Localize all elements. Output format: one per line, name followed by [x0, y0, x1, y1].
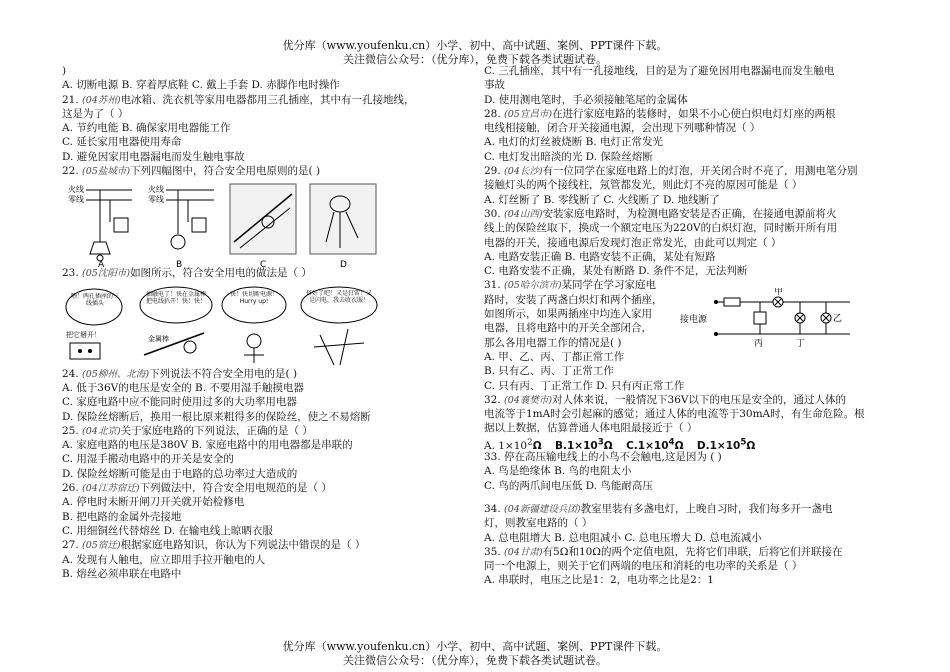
- option-d: $D.1\times 10^5\Omega$: [696, 437, 756, 453]
- option-line: B. 把电路的金属外壳接地: [62, 510, 182, 523]
- page-header: [0, 39, 950, 67]
- text-line: 同一个电源上，则关于它们两端的电压和消耗的电功率的关系是（ ）: [484, 560, 803, 573]
- figure-31-circuit: [680, 288, 855, 350]
- question-number: 34.: [484, 502, 501, 515]
- question-number: 27.: [62, 539, 79, 552]
- live-wire-label: 火线: [68, 185, 84, 194]
- text-line: 那么各用电器工作的情况是( ): [484, 336, 622, 349]
- question-text: 下列说法不符合安全用电的是( ): [149, 367, 298, 380]
- option-line: C. 家庭电路中应不能同时使用过多的大功率用电器: [62, 396, 297, 409]
- text-line: 接触灯头的两个接线柱，氖管都发光，则此灯不亮的原因可能是（ ）: [484, 179, 803, 192]
- question-number: 35.: [484, 545, 501, 558]
- question-source: (05宜昌市): [504, 108, 553, 120]
- option-line: A. 家庭电路的电压是380V B. 家庭电路中的用电器都是串联的: [62, 439, 353, 452]
- text-line: 这是为了（ ）: [62, 107, 129, 120]
- question-source: (04甘肃): [504, 546, 543, 558]
- question-source: (04新疆建设兵团): [504, 503, 581, 515]
- question-number: 21.: [62, 93, 79, 106]
- question-32: [484, 393, 894, 407]
- question-source: (04苏州): [82, 94, 121, 106]
- question-33: [484, 450, 894, 464]
- text-line: 灯，则教室电路的（ ）: [484, 517, 593, 530]
- question-29: [484, 164, 894, 178]
- option-line: D. 保险丝熔断可能是由于电路的总功率过大造成的: [62, 467, 298, 480]
- option-line: B. 只有乙、丙、丁正常工作: [484, 365, 614, 378]
- option-line: A. 发现有人触电，应立即用手拉开触电的人: [62, 553, 266, 566]
- text-line: ): [62, 65, 67, 77]
- question-text: 在进行家庭电路的装修时，如果不小心使白炽电灯灯座的两根: [552, 107, 836, 120]
- question-34: [484, 502, 894, 516]
- option-line: A. 停电时未断开闸刀开关就开始检修电: [62, 496, 245, 509]
- question-text: 停在高压输电线上的小鸟不会触电,这是因为 ( ): [504, 451, 722, 464]
- figure-22-panel-b: [148, 184, 214, 268]
- option-b: $B.1\times 10^3\Omega$: [554, 437, 613, 453]
- question-30: [484, 207, 894, 221]
- question-number: 26.: [62, 482, 79, 495]
- question-source: (04江苏宿迁): [82, 483, 140, 495]
- text-line: 电器，且将电路中的开关全部闭合，: [484, 322, 652, 335]
- option-line: C. 延长家用电器使用寿命: [62, 136, 182, 149]
- option-line: C. 用细铜丝代替熔丝 D. 在输电线上晾晒衣服: [62, 524, 273, 537]
- neutral-wire-label: 零线: [148, 195, 164, 204]
- live-wire-label: 火线: [148, 185, 164, 194]
- fuse-icon: [724, 298, 740, 306]
- text-line: 如图所示，如果两插座中均连入家用: [484, 308, 652, 321]
- neutral-wire-label: 零线: [68, 195, 84, 204]
- question-source: (05哈尔滨市): [504, 280, 562, 292]
- question-source: (04山西): [504, 208, 543, 220]
- text-line: 线上的保险丝取下，换成一个额定电压为220V的白炽灯泡，同时断开所有用: [484, 222, 838, 235]
- text-line: 电流等于1mA时会引起麻的感觉；通过人体的电流等于30mA时，有生命危险。根: [484, 408, 865, 421]
- question-source: (05沈阳市): [82, 268, 131, 280]
- question-text: 有5Ω和10Ω的两个定值电阻，先将它们串联，后将它们并联接在: [542, 545, 843, 558]
- figure-22-panel-d: [310, 184, 376, 268]
- option-line: A. 总电阻增大 B. 总电阻减小 C. 总电压增大 D. 总电流减小: [484, 531, 762, 544]
- option-line: A. 甲、乙、丙、丁都正常工作: [484, 350, 625, 363]
- speech-bubble: 快！快切断电源！Hurry up!: [229, 291, 278, 305]
- figure-23-panel-c: [222, 287, 286, 363]
- question-source: (04长沙): [504, 166, 543, 178]
- option-line: C. 用湿手搬动电路中的开关是安全的: [62, 453, 234, 466]
- option-line: D. 使用测电笔时，手必须接触笔尾的金属体: [484, 93, 688, 106]
- figure-22-wiring: [64, 182, 384, 268]
- panel-label: D: [340, 260, 347, 268]
- option-line: B. 熔丝必须串联在电路中: [62, 567, 182, 580]
- question-25: [62, 424, 472, 438]
- option-line: A. 灯丝断了 B. 零线断了 C. 火线断了 D. 地线断了: [484, 193, 720, 206]
- option-line: A. 串联时，电压之比是1：2，电功率之比是2：1: [484, 574, 714, 587]
- question-number: 30.: [484, 207, 501, 220]
- option-line: C. 电灯发出暗淡的光 D. 保险丝熔断: [484, 150, 653, 163]
- question-number: 22.: [62, 165, 79, 178]
- footer-line-1: 优分库（www.youfenku.cn）小学、初中、高中试题、案例、PPT课件下载。: [282, 640, 668, 653]
- figure-22-panel-c: [230, 184, 296, 268]
- lamp-label: 乙: [833, 314, 843, 324]
- option-line: A. 节约电能 B. 确保家用电器能工作: [62, 122, 231, 135]
- question-number: 29.: [484, 165, 501, 178]
- question-number: 28.: [484, 107, 501, 120]
- caption: 金属棒: [148, 335, 169, 343]
- power-source-label: 接电源: [680, 315, 708, 325]
- question-source: (05宿迁): [82, 540, 121, 552]
- panel-label: B: [176, 260, 183, 268]
- question-27: [62, 538, 472, 552]
- header-line-1: 优分库（www.youfenku.cn）小学、初中、高中试题、案例、PPT课件下载。: [282, 39, 668, 52]
- text-line: 据以上数据，估算普通人体电阻最接近于（ ）: [484, 422, 698, 435]
- speech-bubble: 搭好了吧！又是打雷！又是闪电，我去收衣服！: [305, 290, 372, 304]
- question-number: 33.: [484, 451, 501, 464]
- text-line: 事故: [484, 79, 505, 92]
- figure-23-cartoons: [64, 285, 384, 371]
- page-footer: [0, 640, 950, 668]
- figure-23-panel-b: [140, 287, 212, 355]
- header-line-2: 关注微信公众号：（优分库），免费下载各类试题试卷。: [343, 53, 607, 66]
- question-23: [62, 266, 472, 280]
- option-line: C. 只有丙、丁正常工作 D. 只有丙正常工作: [484, 379, 685, 392]
- option-line: A. 鸟是绝缘体 B. 鸟的电阻太小: [484, 465, 632, 478]
- option-line: D. 保险丝熔断后，换用一根比原来粗得多的保险丝，使之不易熔断: [62, 410, 371, 423]
- question-number: 32.: [484, 393, 501, 406]
- question-text: 有一位同学在家庭电路上的灯泡，开关闭合时不亮了，用测电笔分别: [542, 165, 858, 178]
- question-source: (05柳州、北海): [82, 368, 150, 380]
- question-text: 如图所示，符合安全用电的做法是（ ）: [130, 267, 312, 280]
- q32-options: [484, 436, 894, 453]
- question-26: [62, 481, 472, 495]
- question-source: (04北京): [82, 425, 121, 437]
- question-text: 根据家庭电路知识，你认为下列说法中错误的是（ ）: [120, 539, 366, 552]
- question-number: 23.: [62, 267, 79, 280]
- option-line: C. 三孔插座，其中有一孔接地线，目的是为了避免因用电器漏电而发生触电: [484, 65, 835, 77]
- lamp-label: 甲: [774, 288, 784, 297]
- option-a: A. $1\times 10^2\Omega$: [484, 437, 542, 453]
- question-number: 31.: [484, 279, 501, 292]
- question-number: 25.: [62, 424, 79, 437]
- socket-label: 丙: [754, 339, 764, 349]
- question-21: [62, 93, 472, 107]
- figure-23-panel-d: [301, 287, 377, 365]
- panel-label: C: [260, 260, 267, 268]
- question-text: 电冰箱、洗衣机等家用电器都用三孔插座，其中有一孔接地线，: [120, 93, 415, 106]
- option-line: C. 电路安装不正确，某处有断路 D. 条件不足，无法判断: [484, 265, 748, 278]
- lamp-label: 丁: [796, 339, 806, 349]
- question-22: [62, 164, 472, 178]
- question-28: [484, 107, 894, 121]
- text-line: 路时，安装了两盏白炽灯和两个插座，: [484, 293, 663, 306]
- figure-23-panel-a: [66, 289, 122, 359]
- question-text: 关于家庭电路的下列说法，正确的是（ ）: [120, 424, 313, 437]
- speech-bubble: 喂！两孔插座的三线插头: [70, 293, 119, 307]
- question-number: 24.: [62, 367, 79, 380]
- option-line: A. 电路安装正确 B. 电路安装不正确，某处有短路: [484, 250, 716, 263]
- question-text: 下列四幅图中，符合安全用电原则的是( ): [130, 165, 321, 178]
- question-source: (04襄樊市): [504, 394, 553, 406]
- panel-label: A: [98, 260, 105, 268]
- option-line: C. 鸟的两爪间电压低 D. 鸟能耐高压: [484, 479, 653, 492]
- text-line: A. 切断电源 B. 穿着厚底鞋 C. 戴上手套 D. 赤脚作电时操作: [62, 79, 340, 92]
- question-source: (05盐城市): [82, 166, 131, 178]
- figure-22-panel-a: [68, 184, 132, 268]
- question-text: 教室里装有多盏电灯，上晚自习时，我们每多开一盏电: [580, 502, 833, 515]
- option-line: A. 低于36V的电压是安全的 B. 不要用湿手触摸电器: [62, 381, 304, 394]
- socket-bing-icon: [754, 312, 766, 324]
- option-line: A. 电灯的灯丝被烧断 B. 电灯正常发光: [484, 136, 663, 149]
- question-text: 安装家庭电路时，为检测电路安装是否正确，在接通电源前将火: [542, 207, 837, 220]
- question-35: [484, 545, 894, 559]
- caption: 把它掰开！: [66, 331, 101, 339]
- text-line: 电器的开关，接通电源后发现灯泡正常发光，由此可以判定（ ）: [484, 236, 782, 249]
- option-line: D. 避免因家用电器漏电而发生触电事故: [62, 150, 245, 163]
- question-text: 对人体来说，一般情况下36V以下的电压是安全的，通过人体的: [552, 393, 847, 406]
- footer-line-2: 关注微信公众号：（优分库），免费下载各类试题试卷。: [343, 654, 607, 667]
- speech-bubble: 抽触电了！快在金属棒把电线扒开！快！快！: [145, 291, 206, 305]
- question-text: 某同学在学习家庭电: [561, 279, 657, 292]
- option-c: $C.1\times 10^4\Omega$: [626, 437, 684, 453]
- question-text: 下列做法中，符合安全用电规范的是（ ）: [139, 482, 332, 495]
- text-line: 电线相接触，闭合开关接通电源，会出现下列哪种情况（ ）: [484, 122, 761, 135]
